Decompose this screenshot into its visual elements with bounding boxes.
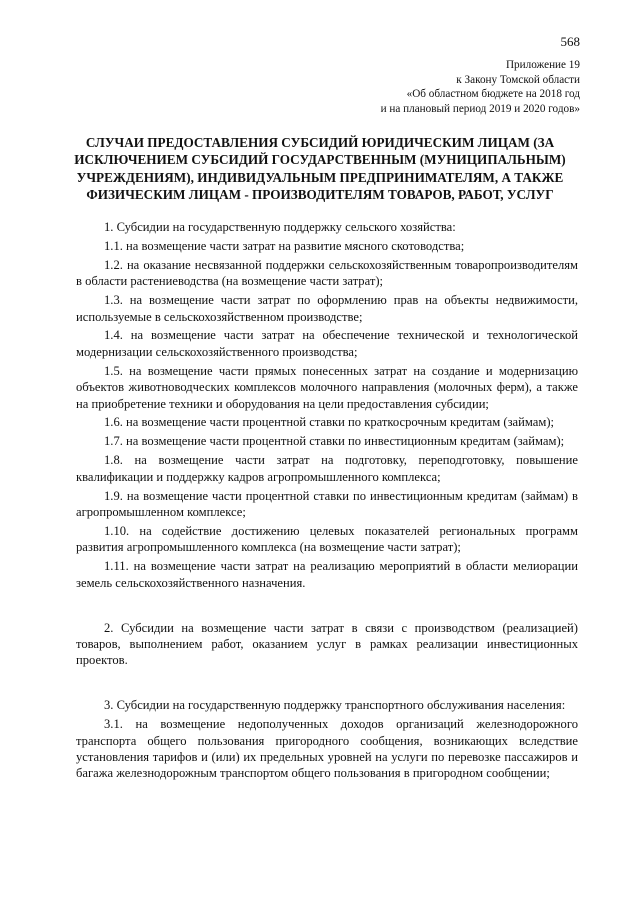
list-item: 1.5. на возмещение части прямых понесенных затрат на создание и модернизацию объектов животноводческих комплексов молочного направления (молочных ферм), а также на приобретение техники и оборудования на цели предоставления субсидии; — [76, 363, 578, 411]
appendix-line: к Закону Томской области — [456, 73, 580, 86]
list-item: 3.1. на возмещение недополученных доходов организаций железнодорожного транспорта общего пользования пригородного сообщения, возникающих вследствие установления тарифов и (или) их предельных уровней на услуги по перевозке пассажиров и багажа железнодорожным транспортом общего пользования в пригородном сообщении; — [76, 717, 578, 781]
document-title: СЛУЧАИ ПРЕДОСТАВЛЕНИЯ СУБСИДИЙ ЮРИДИЧЕСКИМ ЛИЦАМ (ЗА ИСКЛЮЧЕНИЕМ СУБСИДИЙ ГОСУДАРСТВЕННЫМ (МУНИЦИПАЛЬНЫМ) УЧРЕЖДЕНИЯМ), ИНДИВИДУАЛЬНЫМ ПРЕДПРИНИМАТЕЛЯМ, А ТАКЖЕ ФИЗИЧЕСКИМ ЛИЦАМ - ПРОИЗВОДИТЕЛЯМ ТОВАРОВ, РАБОТ, УСЛУГ — [74, 135, 566, 203]
appendix-line: Приложение 19 — [505, 59, 580, 71]
section-3-heading: 3. Субсидии на государственную поддержку транспортного обслуживания населения: — [104, 698, 566, 713]
list-item: 1.3. на возмещение части затрат по оформлению прав на объекты недвижимости, используемые в сельскохозяйственном производстве; — [76, 293, 578, 324]
list-item: 1.6. на возмещение части процентной ставки по краткосрочным кредитам (займам); — [104, 415, 555, 430]
section-spacer — [76, 671, 578, 697]
list-item: 1.2. на оказание несвязанной поддержки сельскохозяйственным товаропроизводителям в области растениеводства (на возмещение части затрат); — [76, 257, 578, 289]
section-1-heading: 1. Субсидии на государственную поддержку сельского хозяйства: — [104, 220, 456, 234]
list-item: 1.4. на возмещение части затрат на обеспечение технической и технологической модернизации сельскохозяйственного производства; — [76, 328, 578, 359]
list-item: 1.8. на возмещение части затрат на подготовку, переподготовку, повышение квалификации и поддержку кадров агропромышленного комплекса; — [76, 453, 578, 484]
list-item: 1.7. на возмещение части процентной ставки по инвестиционным кредитам (займам); — [104, 434, 565, 449]
appendix-line: и на плановый период 2019 и 2020 годов» — [380, 102, 580, 115]
appendix-header — [381, 58, 580, 116]
document-body — [76, 219, 578, 784]
list-item: 1.9. на возмещение части процентной ставки по инвестиционным кредитам (займам) в агропромышленном комплексе; — [76, 488, 578, 519]
appendix-line: «Об областном бюджете на 2018 год — [406, 88, 580, 101]
list-item: 1.11. на возмещение части затрат на реализацию мероприятий в области мелиорации земель сельскохозяйственного назначения. — [76, 559, 578, 590]
section-2-heading: 2. Субсидии на возмещение части затрат в связи с производством (реализацией) товаров, выполнением работ, оказанием услуг в рамках реализации инвестиционных проектов. — [76, 620, 578, 668]
list-item: 1.10. на содействие достижению целевых показателей региональных программ развития агропромышленного комплекса (на возмещение части затрат); — [76, 523, 578, 555]
list-item: 1.1. на возмещение части затрат на развитие мясного скотоводства; — [104, 238, 465, 253]
page-number: 568 — [560, 34, 580, 49]
section-spacer — [76, 594, 578, 620]
